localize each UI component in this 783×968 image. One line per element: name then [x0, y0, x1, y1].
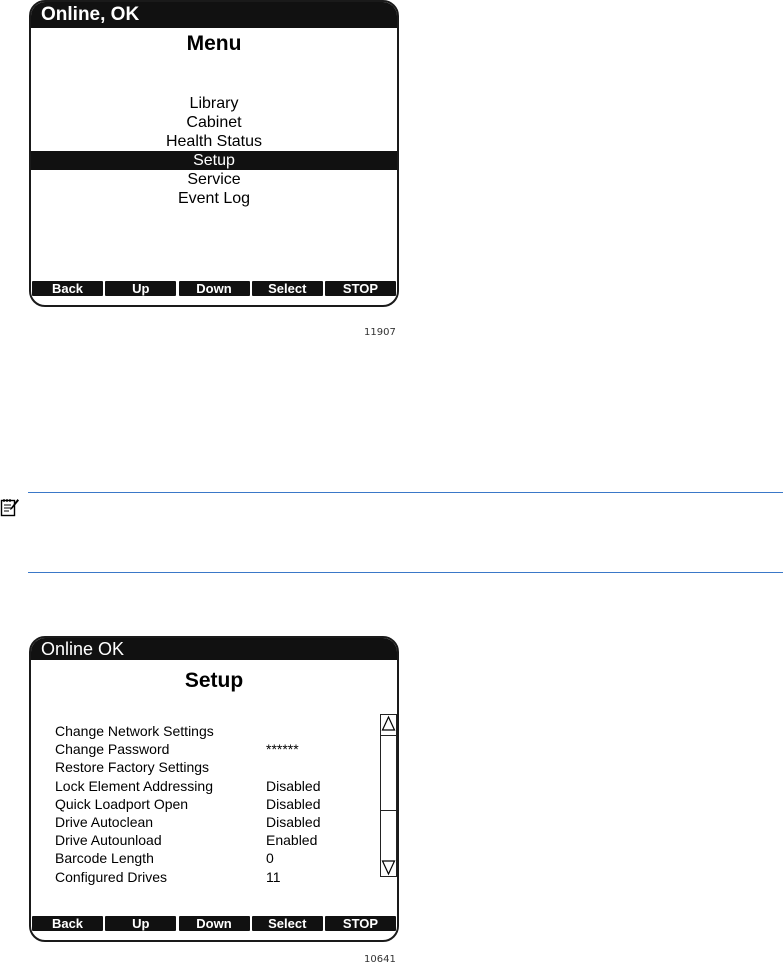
- setting-name: Drive Autounload: [55, 832, 162, 849]
- status-bar: Online OK: [31, 638, 397, 660]
- setting-row-lock-element-addressing[interactable]: [55, 777, 320, 795]
- up-button[interactable]: Up: [105, 281, 176, 296]
- setting-row-restore-factory-settings[interactable]: [55, 758, 320, 776]
- figure-number: 11907: [364, 327, 396, 338]
- settings-list: [55, 722, 320, 886]
- menu-item-health-status[interactable]: Health Status: [165, 133, 263, 150]
- setting-value: Disabled: [266, 813, 321, 830]
- down-button[interactable]: Down: [179, 281, 250, 296]
- stop-button[interactable]: STOP: [325, 281, 396, 296]
- setting-value: 0: [266, 850, 274, 867]
- setting-name: Restore Factory Settings: [55, 759, 210, 776]
- figure-number: 10641: [364, 954, 396, 965]
- back-button[interactable]: Back: [32, 281, 103, 296]
- setting-value: ******: [266, 741, 299, 758]
- setting-row-configured-drives[interactable]: [55, 868, 320, 886]
- up-button[interactable]: Up: [105, 916, 176, 931]
- setting-name: Barcode Length: [55, 850, 154, 867]
- note-bottom-rule: [28, 572, 783, 573]
- setting-value: Disabled: [266, 795, 321, 812]
- scroll-thumb[interactable]: [381, 735, 396, 811]
- note-pad-icon: [0, 497, 20, 522]
- triangle-up-icon[interactable]: [381, 715, 396, 733]
- select-button[interactable]: Select: [252, 281, 323, 296]
- setting-row-change-network-settings[interactable]: [55, 722, 320, 740]
- setting-name: Quick Loadport Open: [55, 795, 189, 812]
- menu-item-library[interactable]: Library: [189, 95, 239, 112]
- select-button[interactable]: Select: [252, 916, 323, 931]
- screen-title: Menu: [186, 32, 242, 55]
- setting-value: Enabled: [266, 832, 318, 849]
- menu-item-service[interactable]: Service: [187, 171, 241, 188]
- setting-row-quick-loadport-open[interactable]: [55, 795, 320, 813]
- menu-item-cabinet[interactable]: Cabinet: [186, 114, 242, 131]
- note-top-rule: [28, 492, 783, 493]
- triangle-down-icon[interactable]: [381, 858, 396, 876]
- setting-value: 11: [266, 868, 281, 885]
- down-button[interactable]: Down: [179, 916, 250, 931]
- setting-value: Disabled: [266, 777, 321, 794]
- menu-item-setup[interactable]: Setup: [31, 151, 397, 170]
- scrollbar[interactable]: [380, 714, 397, 877]
- setting-row-drive-autounload[interactable]: [55, 831, 320, 849]
- setting-name: Drive Autoclean: [55, 813, 154, 830]
- menu-item-event-log[interactable]: Event Log: [177, 190, 251, 207]
- stop-button[interactable]: STOP: [325, 916, 396, 931]
- setting-name: Configured Drives: [55, 868, 168, 885]
- setting-row-barcode-length[interactable]: [55, 849, 320, 867]
- setting-name: Change Password: [55, 741, 170, 758]
- setup-screen: [29, 636, 399, 942]
- screen-title: Setup: [184, 669, 244, 692]
- status-bar: Online, OK: [31, 2, 397, 28]
- setting-row-change-password[interactable]: [55, 740, 320, 758]
- menu-list: [31, 94, 397, 208]
- back-button[interactable]: Back: [32, 916, 103, 931]
- setting-name: Change Network Settings: [55, 723, 214, 739]
- softkey-bar: [31, 916, 397, 931]
- setting-row-drive-autoclean[interactable]: [55, 813, 320, 831]
- softkey-bar: [31, 281, 397, 296]
- menu-screen: [29, 0, 399, 307]
- setting-name: Lock Element Addressing: [55, 777, 213, 794]
